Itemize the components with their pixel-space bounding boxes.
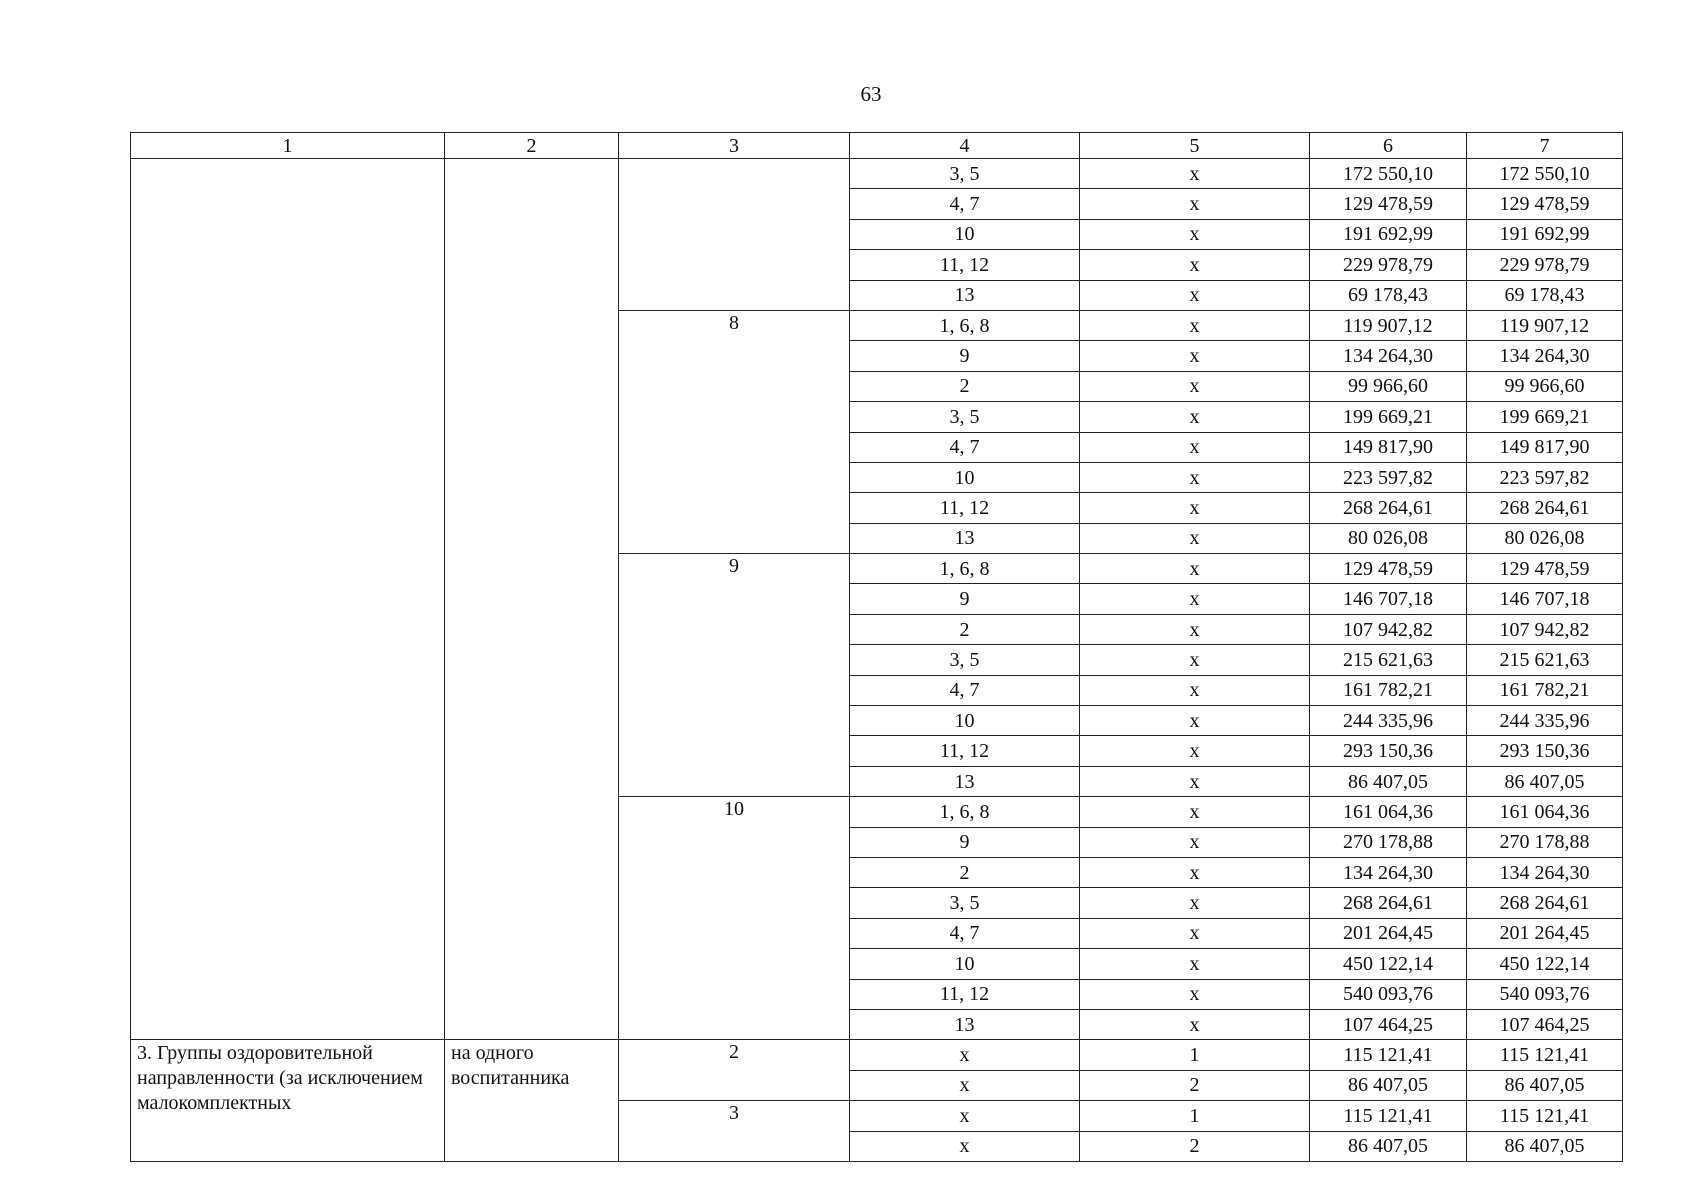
col4-cell: 11, 12	[850, 250, 1080, 280]
col5-cell: x	[1080, 250, 1310, 280]
col6-value: 80 026,08	[1310, 523, 1467, 553]
col7-value: 115 121,41	[1467, 1101, 1623, 1131]
col6-value: 99 966,60	[1310, 371, 1467, 401]
col4-cell: x	[850, 1070, 1080, 1100]
col6-value: 293 150,36	[1310, 736, 1467, 766]
col7-value: 119 907,12	[1467, 310, 1623, 340]
col4-cell: 13	[850, 1009, 1080, 1039]
col6-value: 69 178,43	[1310, 280, 1467, 310]
col6-value: 86 407,05	[1310, 1131, 1467, 1161]
header-cell: 4	[850, 133, 1080, 159]
col4-cell: 3, 5	[850, 159, 1080, 189]
empty-category-cell	[131, 159, 445, 1040]
col4-cell: 10	[850, 949, 1080, 979]
col6-value: 107 464,25	[1310, 1009, 1467, 1039]
col4-cell: 9	[850, 341, 1080, 371]
col6-value: 86 407,05	[1310, 766, 1467, 796]
col7-value: 80 026,08	[1467, 523, 1623, 553]
col6-value: 223 597,82	[1310, 462, 1467, 492]
col5-cell: 2	[1080, 1131, 1310, 1161]
col4-cell: 2	[850, 371, 1080, 401]
col5-cell: 2	[1080, 1070, 1310, 1100]
col4-cell: 3, 5	[850, 645, 1080, 675]
col5-cell: x	[1080, 523, 1310, 553]
col7-value: 86 407,05	[1467, 766, 1623, 796]
col4-cell: 1, 6, 8	[850, 797, 1080, 827]
col5-cell: x	[1080, 432, 1310, 462]
col5-cell: x	[1080, 949, 1310, 979]
col6-value: 107 942,82	[1310, 614, 1467, 644]
col5-cell: x	[1080, 554, 1310, 584]
col5-cell: x	[1080, 888, 1310, 918]
col7-value: 450 122,14	[1467, 949, 1623, 979]
col6-value: 450 122,14	[1310, 949, 1467, 979]
col5-cell: x	[1080, 979, 1310, 1009]
col5-cell: x	[1080, 310, 1310, 340]
header-cell: 2	[445, 133, 619, 159]
col4-cell: 11, 12	[850, 979, 1080, 1009]
col7-value: 229 978,79	[1467, 250, 1623, 280]
col5-cell: x	[1080, 736, 1310, 766]
col6-value: 172 550,10	[1310, 159, 1467, 189]
section-unit-cell: на одного воспитанника	[445, 1040, 619, 1162]
col5-cell: 1	[1080, 1040, 1310, 1070]
page-number: 63	[860, 82, 882, 106]
col7-value: 86 407,05	[1467, 1131, 1623, 1161]
col5-cell: x	[1080, 402, 1310, 432]
col5-cell: x	[1080, 706, 1310, 736]
header-cell: 3	[619, 133, 850, 159]
col4-cell: 10	[850, 462, 1080, 492]
col4-cell: 1, 6, 8	[850, 310, 1080, 340]
col4-cell: 11, 12	[850, 736, 1080, 766]
col7-value: 201 264,45	[1467, 918, 1623, 948]
col4-cell: 13	[850, 766, 1080, 796]
section-title-cell: 3. Группы оздоровительной направленности (за исключением малокомплектных	[131, 1040, 445, 1162]
col4-cell: 13	[850, 280, 1080, 310]
col6-value: 146 707,18	[1310, 584, 1467, 614]
col7-value: 293 150,36	[1467, 736, 1623, 766]
col6-value: 86 407,05	[1310, 1070, 1467, 1100]
col5-cell: x	[1080, 918, 1310, 948]
col7-value: 270 178,88	[1467, 827, 1623, 857]
col5-cell: x	[1080, 280, 1310, 310]
col6-value: 229 978,79	[1310, 250, 1467, 280]
col6-value: 268 264,61	[1310, 493, 1467, 523]
col6-value: 134 264,30	[1310, 857, 1467, 887]
col6-value: 149 817,90	[1310, 432, 1467, 462]
group-cell: 9	[619, 554, 850, 797]
col5-cell: x	[1080, 1009, 1310, 1039]
group-cell: 10	[619, 797, 850, 1040]
group-cell: 8	[619, 310, 850, 553]
col5-cell: x	[1080, 159, 1310, 189]
col5-cell: x	[1080, 371, 1310, 401]
col6-value: 119 907,12	[1310, 310, 1467, 340]
col4-cell: x	[850, 1101, 1080, 1131]
col7-value: 191 692,99	[1467, 219, 1623, 249]
col4-cell: 2	[850, 614, 1080, 644]
col7-value: 69 178,43	[1467, 280, 1623, 310]
col5-cell: 1	[1080, 1101, 1310, 1131]
col4-cell: 4, 7	[850, 432, 1080, 462]
col5-cell: x	[1080, 827, 1310, 857]
col7-value: 223 597,82	[1467, 462, 1623, 492]
col6-value: 540 093,76	[1310, 979, 1467, 1009]
col6-value: 215 621,63	[1310, 645, 1467, 675]
table-row	[131, 159, 1623, 189]
empty-unit-cell	[445, 159, 619, 1040]
col7-value: 161 064,36	[1467, 797, 1623, 827]
col6-value: 129 478,59	[1310, 554, 1467, 584]
col4-cell: 3, 5	[850, 888, 1080, 918]
col5-cell: x	[1080, 675, 1310, 705]
col5-cell: x	[1080, 857, 1310, 887]
header-cell: 6	[1310, 133, 1467, 159]
header-cell: 1	[131, 133, 445, 159]
col7-value: 86 407,05	[1467, 1070, 1623, 1100]
col6-value: 201 264,45	[1310, 918, 1467, 948]
col7-value: 149 817,90	[1467, 432, 1623, 462]
col4-cell: 1, 6, 8	[850, 554, 1080, 584]
col5-cell: x	[1080, 189, 1310, 219]
col6-value: 161 064,36	[1310, 797, 1467, 827]
group-cell: 2	[619, 1040, 850, 1101]
col4-cell: x	[850, 1131, 1080, 1161]
col4-cell: x	[850, 1040, 1080, 1070]
col6-value: 129 478,59	[1310, 189, 1467, 219]
col7-value: 115 121,41	[1467, 1040, 1623, 1070]
col5-cell: x	[1080, 341, 1310, 371]
table-body	[131, 133, 1623, 1162]
col7-value: 268 264,61	[1467, 888, 1623, 918]
col7-value: 146 707,18	[1467, 584, 1623, 614]
header-cell: 7	[1467, 133, 1623, 159]
col7-value: 540 093,76	[1467, 979, 1623, 1009]
group-cell: 3	[619, 1101, 850, 1162]
col6-value: 161 782,21	[1310, 675, 1467, 705]
col7-value: 107 942,82	[1467, 614, 1623, 644]
col7-value: 129 478,59	[1467, 189, 1623, 219]
col4-cell: 9	[850, 584, 1080, 614]
col5-cell: x	[1080, 462, 1310, 492]
tariff-table	[130, 132, 1623, 1162]
col6-value: 199 669,21	[1310, 402, 1467, 432]
col5-cell: x	[1080, 614, 1310, 644]
table-row	[131, 1040, 1623, 1070]
col6-value: 115 121,41	[1310, 1101, 1467, 1131]
col7-value: 268 264,61	[1467, 493, 1623, 523]
col5-cell: x	[1080, 584, 1310, 614]
col4-cell: 3, 5	[850, 402, 1080, 432]
col7-value: 129 478,59	[1467, 554, 1623, 584]
col6-value: 270 178,88	[1310, 827, 1467, 857]
col7-value: 172 550,10	[1467, 159, 1623, 189]
col6-value: 191 692,99	[1310, 219, 1467, 249]
col6-value: 268 264,61	[1310, 888, 1467, 918]
col5-cell: x	[1080, 645, 1310, 675]
col7-value: 134 264,30	[1467, 341, 1623, 371]
col4-cell: 11, 12	[850, 493, 1080, 523]
col7-value: 199 669,21	[1467, 402, 1623, 432]
col4-cell: 2	[850, 857, 1080, 887]
col5-cell: x	[1080, 766, 1310, 796]
col7-value: 107 464,25	[1467, 1009, 1623, 1039]
col4-cell: 10	[850, 706, 1080, 736]
header-row	[131, 133, 1623, 159]
col4-cell: 9	[850, 827, 1080, 857]
col4-cell: 4, 7	[850, 918, 1080, 948]
col6-value: 115 121,41	[1310, 1040, 1467, 1070]
col4-cell: 4, 7	[850, 675, 1080, 705]
col7-value: 134 264,30	[1467, 857, 1623, 887]
col7-value: 244 335,96	[1467, 706, 1623, 736]
col6-value: 244 335,96	[1310, 706, 1467, 736]
col4-cell: 13	[850, 523, 1080, 553]
group-cell	[619, 159, 850, 311]
col4-cell: 10	[850, 219, 1080, 249]
col5-cell: x	[1080, 493, 1310, 523]
col5-cell: x	[1080, 797, 1310, 827]
col5-cell: x	[1080, 219, 1310, 249]
col7-value: 161 782,21	[1467, 675, 1623, 705]
col6-value: 134 264,30	[1310, 341, 1467, 371]
col4-cell: 4, 7	[850, 189, 1080, 219]
col7-value: 99 966,60	[1467, 371, 1623, 401]
col7-value: 215 621,63	[1467, 645, 1623, 675]
header-cell: 5	[1080, 133, 1310, 159]
